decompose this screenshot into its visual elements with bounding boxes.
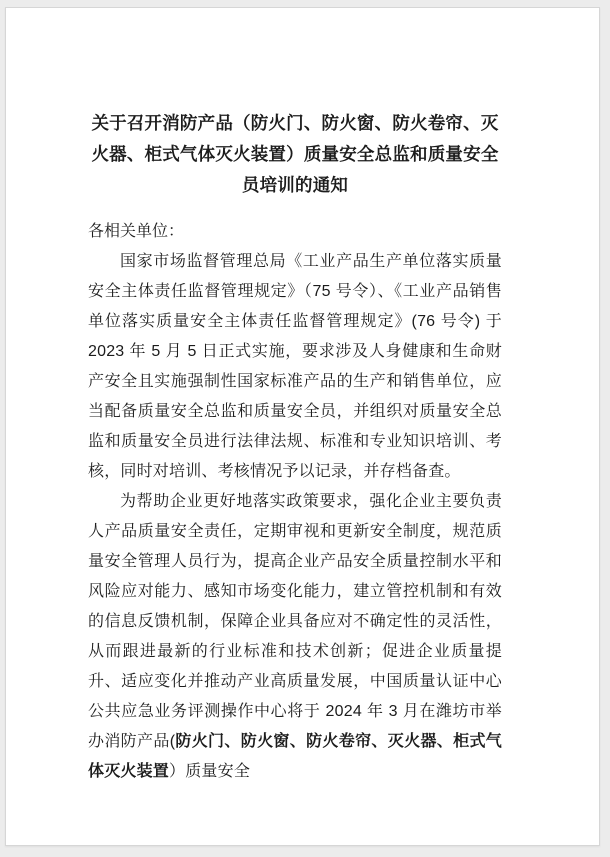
document-page bbox=[5, 7, 600, 846]
document-content bbox=[88, 8, 502, 787]
text-segment: 国家市场监督管理总局《工业产品生产单位落实质量安全主体责任监督管理规定》（75 号令）、《工业产品销售单位落实质量安全主体责任监督管理规定》(76 号令) 于 2023 年 5 月 5 日正式实施，要求涉及人身健康和生命财产安全且实施强制性国家标准产品的生产和销售单位，应当配备质量安全总监和质量安全员，并组织对质量安全总监和质量安全员进行法律法规、标准和专业知识培训、考核，同时对培训、考核情况予以记录，并存档备查。 bbox=[88, 253, 502, 480]
body-paragraph bbox=[88, 487, 502, 787]
text-segment: ）质量安全 bbox=[169, 763, 251, 780]
text-segment: 为帮助企业更好地落实政策要求，强化企业主要负责人产品质量安全责任，定期审视和更新安全制度，规范质量安全管理人员行为，提高企业产品安全质量控制水平和风险应对能力、感知市场变化能力，建立管控机制和有效的信息反馈机制，保障企业具备应对不确定性的灵活性，从而跟进最新的行业标准和技术创新；促进企业质量提升、适应变化并推动产业高质量发展，中国质量认证中心公共应急业务评测操作中心将于 2024 年 3 月在潍坊市举办消防产品( bbox=[88, 493, 502, 750]
salutation: 各相关单位： bbox=[88, 223, 185, 240]
bold-text-segment: 防火门、防火窗、防火卷帘、灭火器、柜式气体灭火装置 bbox=[88, 733, 502, 780]
document-title: 关于召开消防产品（防火门、防火窗、防火卷帘、灭火器、柜式气体灭火装置）质量安全总监和质量安全员培训的通知 bbox=[91, 113, 499, 195]
body-paragraph bbox=[88, 247, 502, 487]
document-body bbox=[88, 247, 502, 787]
